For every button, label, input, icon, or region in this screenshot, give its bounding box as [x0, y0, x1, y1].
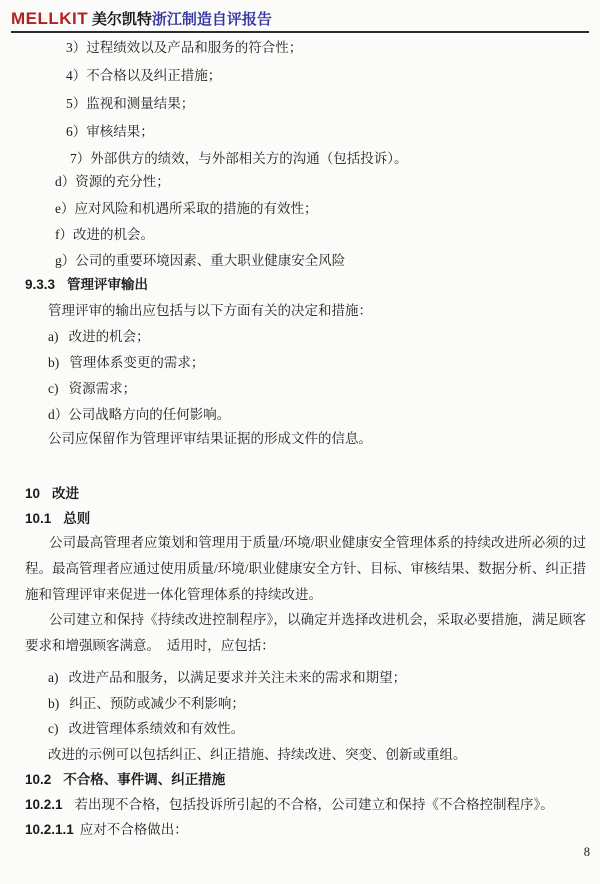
paragraph: 管理评审的输出应包括与以下方面有关的决定和措施：: [48, 303, 372, 318]
clause-number: 10.2.1: [25, 797, 63, 812]
list-item: g）公司的重要环境因素、重大职业健康安全风险: [55, 253, 346, 268]
clause-text: 若出现不合格，包括投诉所引起的不合格，公司建立和保持《不合格控制程序》。: [74, 797, 554, 812]
list-item: b) 纠正、预防或减少不利影响；: [48, 696, 245, 711]
section-title: 总则: [63, 511, 91, 526]
paragraph: 公司建立和保持《持续改进控制程序》，以确定并选择改进机会，采取必要措施，满足顾客要求和增强顾客满意。 适用时，应包括：: [25, 612, 586, 653]
list-item: d）资源的充分性；: [55, 174, 170, 189]
list-item: 3）过程绩效以及产品和服务的符合性；: [66, 40, 303, 55]
clause-number: 10.2.1.1: [25, 822, 74, 837]
brand-logo-text: MELLKIT: [11, 9, 89, 28]
list-item: a) 改进产品和服务，以满足要求并关注未来的需求和期望；: [48, 670, 407, 685]
brand-chinese-name: 美尔凯特: [88, 12, 152, 28]
document-title: 浙江制造自评报告: [151, 12, 272, 28]
section-title: 不合格、事件调、纠正措施: [63, 772, 226, 787]
section-heading-10: [25, 486, 79, 501]
section-number: 10: [25, 486, 41, 501]
section-heading-101: [25, 511, 90, 526]
header-divider: [11, 31, 589, 33]
paragraph: 改进的示例可以包括纠正、纠正措施、持续改进、突变、创新或重组。: [48, 747, 467, 762]
paragraph: 公司最高管理者应策划和管理用于质量/环境/职业健康安全管理体系的持续改进所必须的过程。最高管理者应通过使用质量/环境/职业健康安全方针、目标、审核结果、数据分析、纠正措施和管理评审来促进一体化管理体系的持续改进。: [25, 535, 587, 602]
list-item: b) 管理体系变更的需求；: [48, 355, 205, 370]
list-item: d）公司战略方向的任何影响。: [48, 407, 231, 422]
clause-10211: [25, 822, 188, 837]
section-number: 10.1: [25, 511, 52, 526]
paragraph: 公司应保留作为管理评审结果证据的形成文件的信息。: [48, 431, 372, 446]
list-item: c) 资源需求；: [48, 381, 137, 396]
list-item: a) 改进的机会；: [48, 329, 150, 344]
clause-1021: [25, 797, 554, 812]
section-number: 9.3.3: [25, 277, 56, 292]
list-item: 7）外部供方的绩效，与外部相关方的沟通（包括投诉）。: [70, 151, 408, 166]
section-heading-102: [25, 772, 225, 787]
list-item: c) 改进管理体系绩效和有效性。: [48, 721, 245, 736]
list-item: 4）不合格以及纠正措施；: [66, 68, 222, 83]
section-title: 改进: [52, 486, 80, 501]
list-item: e）应对风险和机遇所采取的措施的有效性；: [55, 201, 318, 216]
section-number: 10.2: [25, 772, 52, 787]
list-item: f）改进的机会。: [55, 227, 154, 242]
page-number: 8: [583, 845, 590, 859]
clause-text: 应对不合格做出：: [79, 822, 188, 837]
list-item: 6）审核结果；: [66, 124, 154, 139]
section-title: 管理评审输出: [67, 277, 149, 292]
list-item: 5）监视和测量结果；: [66, 96, 195, 111]
page-header: [11, 8, 272, 29]
section-heading-933: [25, 277, 148, 292]
